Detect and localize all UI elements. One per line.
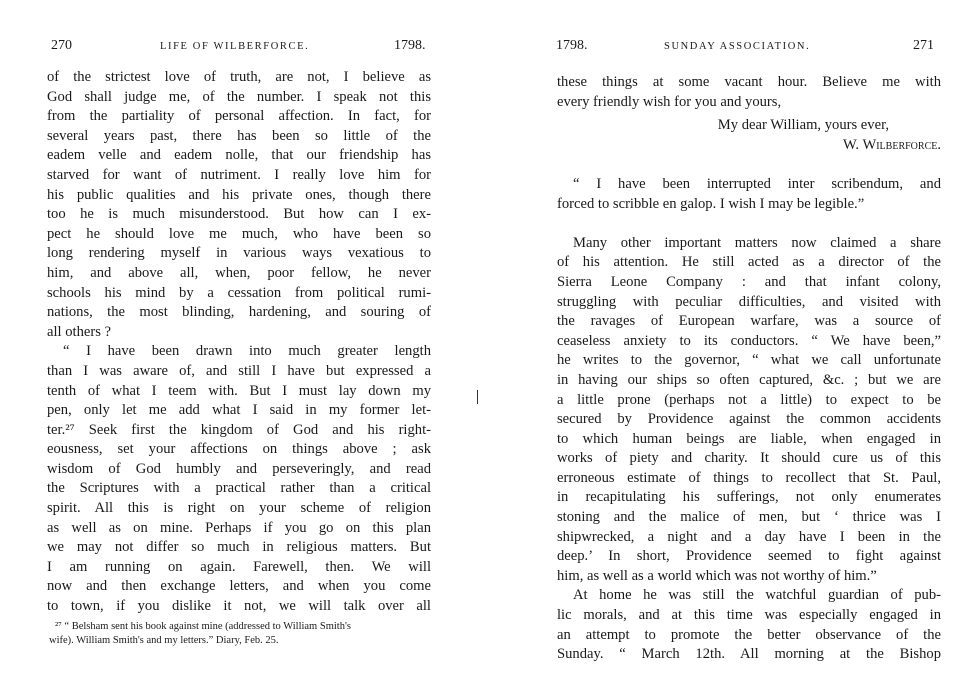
text-line: secured by Providence against the common accidents — [557, 411, 941, 428]
text-line: Sierra Leone Company : and that infant colony, — [557, 273, 941, 290]
text-line: shipwrecked, a night and a day have I been in the — [557, 528, 941, 545]
text-line: nations, the most blinding, hardening, and souring of — [47, 304, 431, 321]
text-line: than I was aware of, and still I have but expressed a — [47, 362, 431, 379]
right-page-number: 271 — [913, 38, 934, 53]
text-line: in recapitulating his sufferings, not only enumerates — [557, 489, 941, 506]
text-line: Sunday. “ March 12th. All morning at the Bishop — [557, 646, 941, 663]
text-line: every friendly wish for you and yours, — [557, 93, 782, 110]
text-line: wisdom of God humbly and perseveringly, and read — [47, 460, 431, 477]
text-line: God shall judge me, of the number. I speak not this — [47, 88, 431, 105]
text-line: eousness, set your affections on things above ; ask — [47, 441, 431, 458]
left-year: 1798. — [394, 38, 426, 53]
text-line: to which human beings are liable, when engaged in — [557, 430, 941, 447]
text-line: an attempt to promote the better observance of the — [557, 626, 941, 643]
text-line: pen, only let me add what I said in my former let- — [47, 402, 431, 419]
text-line: a little prone (perhaps not a little) to expect to be — [557, 391, 941, 408]
text-line: too he is much misunderstood. But how can I ex- — [47, 206, 431, 223]
text-line: several years past, there has been so little of the — [47, 127, 431, 144]
text-line: spirit. All this is right on your scheme of religion — [47, 500, 431, 517]
right-page — [490, 0, 980, 690]
text-line: starved for want of nutriment. I really love him for — [47, 166, 431, 183]
footnote-line: ²⁷ “ Belsham sent his book against mine (addressed to William Smith's — [55, 621, 351, 632]
text-line: now and then exchange letters, and when you come — [47, 578, 431, 595]
text-line: all others ? — [47, 323, 112, 340]
text-line: the ravages of European warfare, was a source of — [557, 313, 941, 330]
text-line: “ I have been interrupted inter scribendum, and — [573, 175, 941, 192]
gutter-mark — [477, 390, 478, 404]
text-line: to town, if you dislike it not, we will talk over all — [47, 598, 431, 615]
text-line: I am running on again. Farewell, then. We will — [47, 558, 431, 575]
text-line: long rendering myself in various ways vexatious to — [47, 245, 431, 262]
text-line: struggling with peculiar difficulties, and visited with — [557, 293, 941, 310]
text-line: he writes to the governor, “ what we call unfortunate — [557, 352, 941, 369]
text-line: “ I have been drawn into much greater length — [63, 343, 431, 360]
text-line: ceaseless anxiety to its conductors. “ We have been,” — [557, 332, 941, 349]
text-line: works of piety and charity. It should cure us of this — [557, 450, 941, 467]
right-year: 1798. — [556, 38, 588, 53]
left-page-number: 270 — [51, 38, 72, 53]
text-line: from the partiality of personal affection. In fact, for — [47, 108, 431, 125]
text-line: of the strictest love of truth, are not, I believe as — [47, 69, 431, 85]
footnote — [49, 620, 429, 648]
text-line: these things at some vacant hour. Believe me with — [557, 74, 941, 90]
text-line: of his attention. He still acted as a director of the — [557, 254, 941, 271]
text-line: erroneous estimate of things to recollect that St. Paul, — [557, 469, 941, 486]
text-line: ter.²⁷ Seek first the kingdom of God and his right- — [47, 421, 431, 438]
text-line: as well as on mine. Perhaps if you go on this plan — [47, 519, 431, 536]
text-line: pect he should love me much, who have been so — [47, 225, 431, 242]
text-line: his public qualities and his private ones, though there — [47, 186, 431, 203]
right-body-text — [557, 73, 941, 665]
text-line: the Scriptures with a practical rather than a critical — [47, 480, 431, 497]
salutation: My dear William, yours ever, — [717, 117, 889, 134]
text-line: him, as well as a world which was not worthy of him.” — [557, 567, 877, 584]
left-body-text — [47, 68, 431, 617]
text-line: in having our ships so often captured, &c. ; but we are — [557, 371, 941, 388]
text-line: schools his mind by a cessation from political rumi- — [47, 284, 431, 301]
text-line: him, and above all, when, poor fellow, he never — [47, 264, 431, 281]
text-line: tenth of what I teem with. But I must lay down my — [47, 382, 431, 399]
text-line: deep.’ In short, Providence seemed to fight against — [557, 548, 941, 565]
text-line: stoning and the malice of men, but ‘ thrice was I — [557, 509, 941, 526]
signature: W. Wilberforce. — [842, 136, 941, 153]
footnote-line: wife). William Smith's and my letters.” Diary, Feb. 25. — [49, 635, 279, 646]
text-line: forced to scribble en galop. I wish I may be legible.” — [557, 195, 865, 212]
text-line: we may not differ so much in religious matters. But — [47, 539, 431, 556]
text-line: lic morals, and at this time was especially engaged in — [557, 607, 941, 624]
text-line: Many other important matters now claimed a share — [573, 234, 941, 251]
right-running-title: SUNDAY ASSOCIATION. — [664, 41, 811, 52]
text-line: At home he was still the watchful guardian of pub- — [573, 587, 941, 604]
text-line: eadem velle and eadem nolle, that our friendship has — [47, 147, 431, 164]
left-running-title: LIFE OF WILBERFORCE. — [160, 41, 310, 52]
